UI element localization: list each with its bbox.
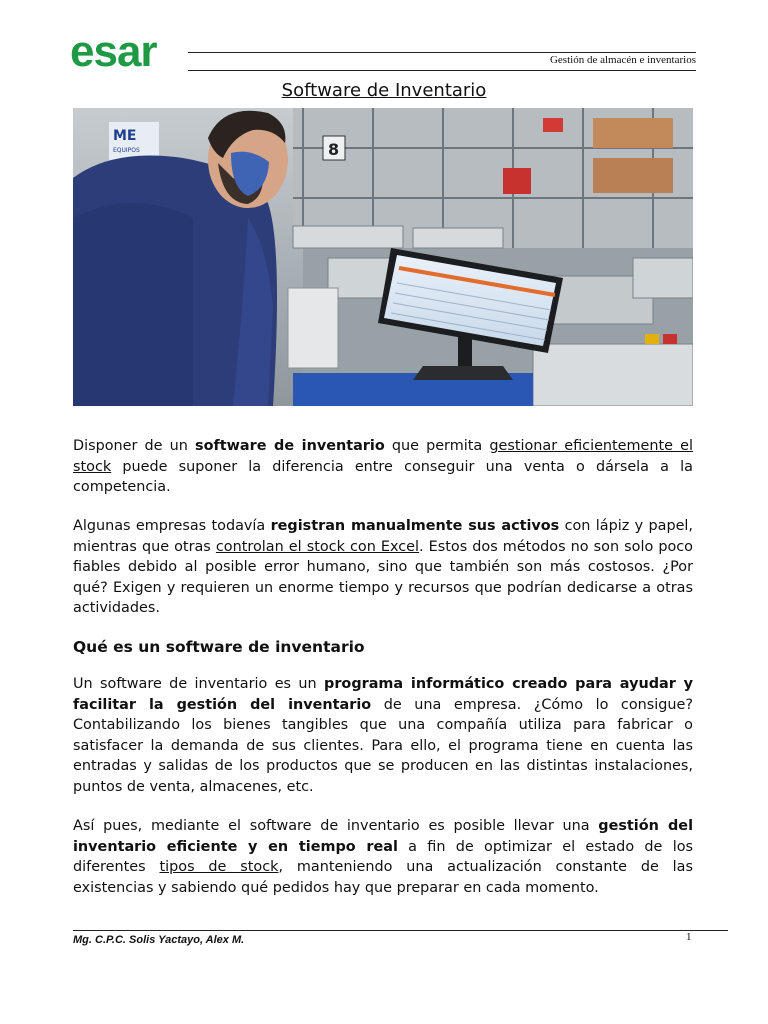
header-section-title: Gestión de almacén e inventarios [549,54,696,66]
sign-text: ME [113,128,137,144]
shelf-number-label: 8 [328,140,340,159]
header-rule-bottom [188,70,696,71]
warehouse-photo [73,108,693,406]
paragraph-manual-methods: Algunas empresas todavía registran manualmente sus activos con lápiz y papel, mientras que otras controlan el stock con Excel. Estos dos métodos no son solo poco fiables debido al posible error humano, sino que también son más costosos. ¿Por qué? Exigen y requieren un enorme tiempo y recursos que podrían dedicarse a otras actividades. [73,518,693,616]
bold-programa-informatico: programa informático creado para ayudar y facilitar la gestión del inventario [73,676,693,713]
link-tipos-de-stock[interactable]: tipos de stock [159,859,279,875]
paragraph-definition: Un software de inventario es un programa informático creado para ayudar y facilitar la gestión del inventario de una empresa. ¿Cómo lo consigue? Contabilizando los bienes tangibles que una compañía utiliza para fabricar o satisfacer la demanda de sus clientes. Para ello, el programa tiene en cuenta las entradas y salidas de los productos que se producen en las distintas instalaciones, puntos de venta, almacenes, etc. [73,676,693,795]
page-number: 1 [686,931,692,943]
bold-software-inventario: software de inventario [195,438,385,454]
sign-subtext: EQUIPOS [113,147,140,154]
paragraph-benefits: Así pues, mediante el software de inventario es posible llevar una gestión del inventario eficiente y en tiempo real a fin de optimizar el estado de los diferentes tipos de stock, manteniendo una actualización constante de las existencias y sabiendo qué pedidos hay que preparar en cada momento. [73,818,694,896]
footer-author: Mg. C.P.C. Solis Yactayo, Alex M. [73,934,245,946]
bold-gestion-eficiente: gestión del inventario eficiente y en tiempo real [73,818,694,855]
footer-rule [73,930,728,931]
bold-registran-manualmente: registran manualmente sus activos [270,518,560,534]
section-heading: Qué es un software de inventario [73,638,365,656]
link-controlan-stock-excel[interactable]: controlan el stock con Excel [215,538,420,555]
paragraph-intro: Disponer de un software de inventario que permita gestionar eficientemente el stock puede suponer la diferencia entre conseguir una venta o dársela a la competencia. [73,438,693,495]
link-gestionar-stock[interactable]: gestionar eficientemente el stock [73,438,693,475]
header-rule-top [188,52,696,53]
document-title: Software de Inventario [281,80,487,101]
esar-logo: esar [70,27,157,76]
